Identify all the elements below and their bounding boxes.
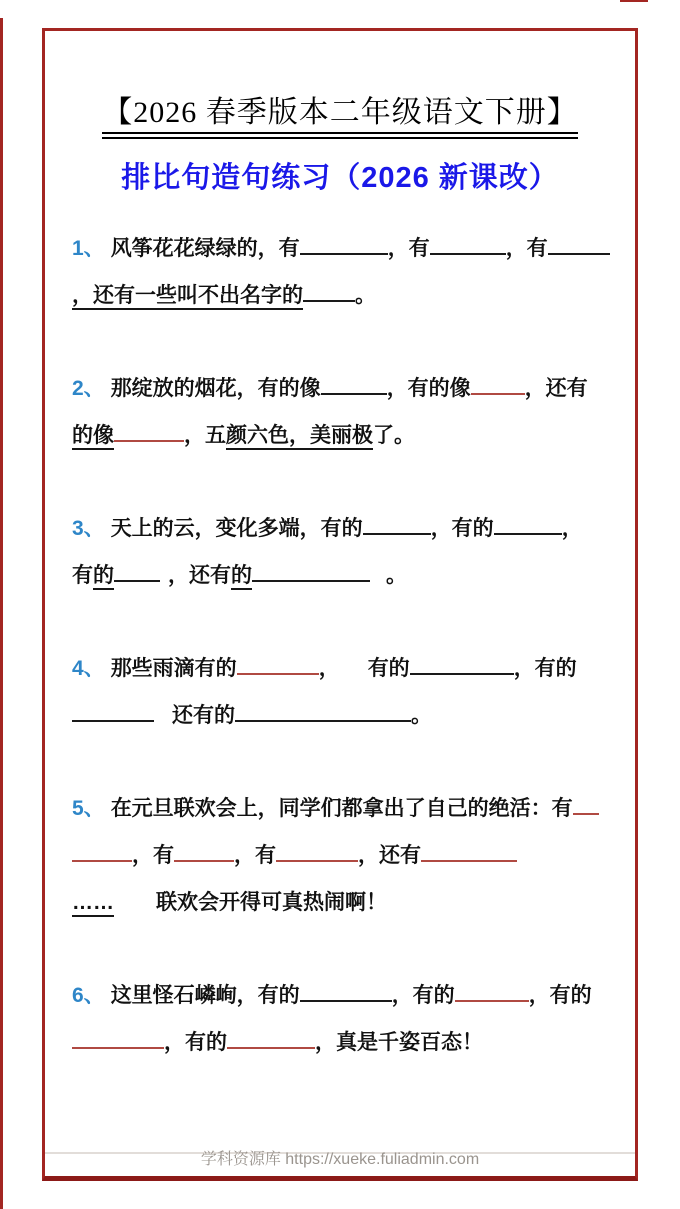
text-segment: 。 [386, 564, 407, 587]
text-segment: ，有的 [164, 1031, 227, 1054]
spacer [160, 581, 168, 582]
exercise-line [72, 505, 625, 552]
page-edge-red-dash [620, 0, 648, 2]
text-segment: 。 [355, 284, 376, 307]
text-segment: ，有的 [513, 657, 577, 680]
blank-field [227, 1026, 315, 1049]
text-segment: 颜六色，美丽极 [226, 424, 373, 450]
blank-field [114, 559, 160, 582]
exercise-number: 3、 [72, 517, 105, 540]
blank-field [276, 839, 358, 862]
worksheet-title [45, 95, 635, 139]
text-segment: ，有 [132, 844, 174, 867]
exercise-item [72, 972, 625, 1066]
blank-field [72, 699, 154, 722]
exercise-number: 4、 [72, 657, 105, 680]
exercise-number: 6、 [72, 984, 105, 1007]
exercise-line [72, 1019, 625, 1066]
spacer [370, 581, 386, 582]
text-segment: 那绽放的烟花，有的像 [110, 377, 321, 400]
exercise-item [72, 505, 625, 599]
text-segment: ， [318, 657, 340, 680]
blank-field [237, 652, 319, 675]
exercise-line [72, 552, 625, 599]
text-segment: ， [561, 517, 583, 540]
text-segment: ，真是千姿百态！ [315, 1031, 483, 1054]
exercise-list [72, 225, 625, 1066]
blank-field [300, 979, 392, 1002]
text-segment: 的像 [72, 424, 114, 450]
exercise-line [72, 785, 625, 832]
text-segment: ，有的 [391, 984, 455, 1007]
blank-field [321, 372, 387, 395]
blank-field [363, 512, 431, 535]
text-segment: ，还有 [168, 564, 231, 587]
exercise-item [72, 365, 625, 459]
text-segment: ，有 [234, 844, 276, 867]
text-segment: 这里怪石嶙峋，有的 [110, 984, 300, 1007]
blank-field [573, 792, 599, 815]
text-segment: 那些雨滴有的 [110, 657, 237, 680]
text-segment: ，五 [184, 424, 226, 447]
blank-field [471, 372, 525, 395]
title-double-underline [102, 95, 578, 139]
exercise-line [72, 412, 625, 459]
text-segment: 有 [72, 564, 93, 587]
exercise-item [72, 785, 625, 926]
page-edge-red-stripe [0, 18, 3, 1209]
text-segment: 。 [411, 704, 432, 727]
exercise-line [72, 692, 625, 739]
text-segment: 有的 [367, 657, 410, 680]
exercise-line [72, 645, 625, 692]
text-segment: ，还有一些叫不出名字的 [72, 284, 303, 310]
blank-field [421, 839, 517, 862]
blank-field [410, 652, 514, 675]
blank-field [300, 232, 388, 255]
blank-field [72, 1026, 164, 1049]
blank-field [455, 979, 529, 1002]
spacer [154, 721, 172, 722]
blank-field [548, 232, 610, 255]
text-segment: 的 [93, 564, 114, 590]
exercise-line [72, 879, 625, 926]
footer-watermark-text: 学科资源库 https://xueke.fuliadmin.com [200, 1151, 480, 1168]
text-segment: 风筝花花绿绿的，有 [110, 237, 300, 260]
text-segment: ，还有 [524, 377, 588, 400]
text-segment: 的 [231, 564, 252, 590]
text-segment: …… [72, 891, 114, 917]
blank-field [174, 839, 234, 862]
text-segment: 还有的 [172, 704, 235, 727]
exercise-item [72, 645, 625, 739]
blank-field [303, 279, 355, 302]
exercise-line [72, 365, 625, 412]
worksheet-subtitle: 排比句造句练习（2026 新课改） [121, 162, 559, 194]
spacer [114, 908, 156, 909]
blank-field [494, 512, 562, 535]
blank-field [252, 559, 370, 582]
text-segment: 联欢会开得可真热闹啊！ [156, 891, 387, 914]
text-segment: ，有 [387, 237, 430, 260]
text-segment: 在元旦联欢会上，同学们都拿出了自己的绝活：有 [110, 797, 573, 820]
text-segment: ，还有 [358, 844, 421, 867]
text-segment: ，有的 [528, 984, 592, 1007]
blank-field [430, 232, 506, 255]
exercise-line [72, 832, 625, 879]
text-segment: 天上的云，变化多端，有的 [110, 517, 363, 540]
text-segment: 了。 [373, 424, 415, 447]
exercise-number: 1、 [72, 237, 105, 260]
text-segment: ，有的 [430, 517, 494, 540]
exercise-line [72, 225, 625, 272]
exercise-number: 5、 [72, 797, 105, 820]
exercise-item [72, 225, 625, 319]
text-segment: ，有的像 [386, 377, 471, 400]
title-text: 【2026 春季版本二年级语文下册】 [102, 95, 578, 134]
exercise-line [72, 972, 625, 1019]
blank-field [235, 699, 411, 722]
blank-field [72, 839, 132, 862]
footer [45, 1150, 635, 1170]
exercise-line [72, 272, 625, 319]
exercise-number: 2、 [72, 377, 105, 400]
spacer [340, 674, 368, 675]
text-segment: ，有 [505, 237, 548, 260]
blank-field [114, 419, 184, 442]
worksheet-frame [42, 28, 638, 1181]
